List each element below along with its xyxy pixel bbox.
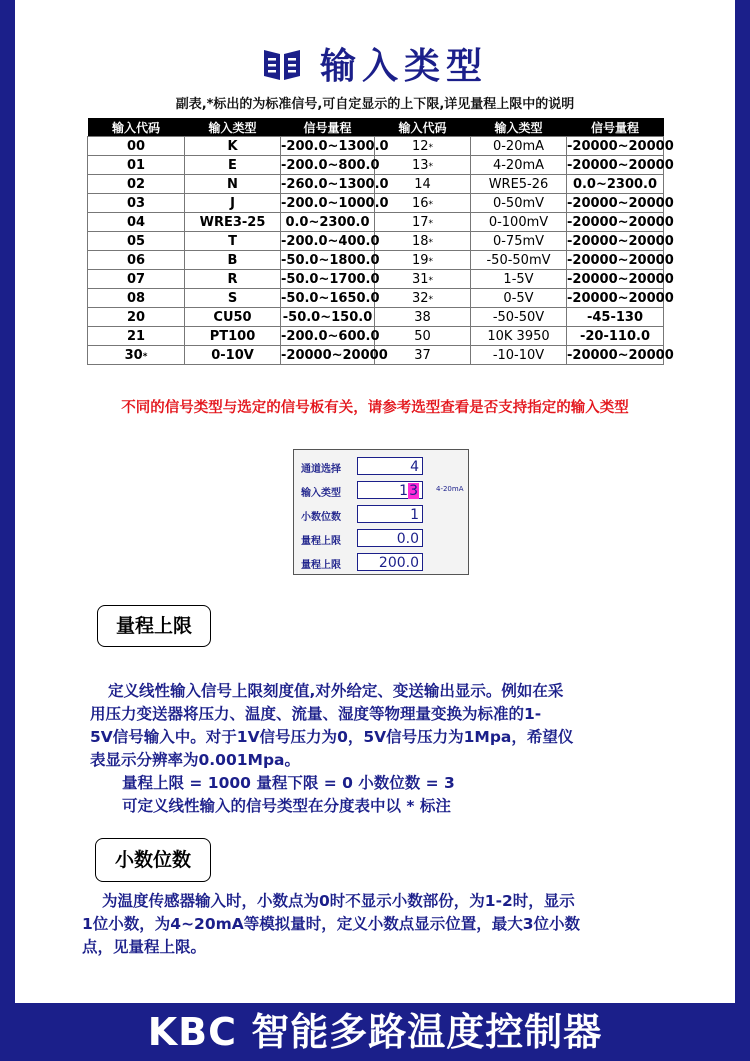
table-cell xyxy=(375,194,471,213)
cell-text: 32 xyxy=(411,290,429,306)
table-row xyxy=(88,213,664,232)
table-cell xyxy=(471,175,567,194)
cell-text: -50.0~150.0 xyxy=(282,309,373,325)
table-cell xyxy=(281,327,380,346)
table-cell xyxy=(185,232,281,251)
paragraph-line: 量程上限 = 1000 量程下限 = 0 小数位数 = 3 xyxy=(122,774,455,792)
table-row xyxy=(88,194,664,213)
paragraph-line: 定义线性输入信号上限刻度值,对外给定、变送输出显示。例如在采 xyxy=(108,682,564,700)
table-cell xyxy=(471,137,567,156)
cell-text: 01 xyxy=(126,157,146,173)
standard-signal-mark: * xyxy=(428,294,434,305)
range-upper2-label: 量程上限 xyxy=(301,560,341,571)
table-cell xyxy=(281,232,380,251)
paragraph-line: 为温度传感器输入时，小数点为0时不显示小数部份，为1-2时，显示 xyxy=(102,892,575,910)
cell-text: -20000~20000 xyxy=(567,252,674,268)
cell-text: 0-50mV xyxy=(492,195,545,211)
table-cell xyxy=(471,270,567,289)
table-cell xyxy=(185,308,281,327)
input-type-field[interactable] xyxy=(357,481,423,499)
cell-text: -50-50mV xyxy=(486,252,551,268)
input-type-row xyxy=(301,481,464,501)
title-block xyxy=(15,38,735,89)
table-cell xyxy=(185,289,281,308)
standard-signal-mark: * xyxy=(428,275,434,286)
cell-text: 1-5V xyxy=(503,271,534,287)
cell-text: 21 xyxy=(126,328,146,344)
table-cell xyxy=(185,175,281,194)
table-cell xyxy=(567,346,674,365)
cell-text: T xyxy=(228,233,237,249)
table-cell xyxy=(281,308,375,327)
cell-text: 10K 3950 xyxy=(487,328,550,344)
cell-text: 0-10V xyxy=(211,347,254,363)
standard-signal-mark: * xyxy=(428,256,434,267)
table-cell xyxy=(88,308,185,327)
warning-note: 不同的信号类型与选定的信号板有关，请参考选型查看是否支持指定的输入类型 xyxy=(121,400,629,416)
table-cell xyxy=(185,251,281,270)
cell-text: WRE5-26 xyxy=(488,176,549,192)
table-cell xyxy=(375,213,471,232)
table-cell xyxy=(375,270,471,289)
table-cell xyxy=(567,137,674,156)
header-cell: 输入代码 xyxy=(88,118,185,137)
cell-text: -20000~20000 xyxy=(567,195,674,211)
paragraph-line: 表显示分辨率为0.001Mpa。 xyxy=(90,751,301,769)
table-cell xyxy=(471,308,567,327)
cell-text: 0-100mV xyxy=(488,214,549,230)
book-icon xyxy=(262,46,302,82)
cell-text: 00 xyxy=(126,138,146,154)
table-cell xyxy=(567,194,674,213)
cell-text: K xyxy=(227,138,238,154)
table-cell xyxy=(471,194,567,213)
cell-text: 14 xyxy=(414,176,431,192)
table-cell xyxy=(281,175,389,194)
cell-text: 50 xyxy=(414,328,431,344)
table-row xyxy=(88,156,664,175)
table-cell xyxy=(281,213,375,232)
cell-text: B xyxy=(227,252,238,268)
standard-signal-mark: * xyxy=(428,199,434,210)
section-decimal-text xyxy=(82,890,722,959)
cell-text: -20000~20000 xyxy=(567,347,674,363)
table-cell xyxy=(375,232,471,251)
table-row xyxy=(88,251,664,270)
cell-text: -50.0~1650.0 xyxy=(281,290,380,306)
cell-text: 38 xyxy=(414,309,431,325)
cell-text: -200.0~600.0 xyxy=(281,328,380,344)
table-cell xyxy=(185,327,281,346)
settings-panel xyxy=(293,449,469,575)
channel-row xyxy=(301,457,461,477)
cell-text: 0.0~2300.0 xyxy=(285,214,370,230)
cell-text: -20000~20000 xyxy=(567,138,674,154)
cell-text: 13 xyxy=(411,157,429,173)
table-cell xyxy=(567,156,674,175)
cell-text: 06 xyxy=(126,252,146,268)
range-upper-field[interactable]: 0.0 xyxy=(357,529,423,547)
cell-text: 03 xyxy=(126,195,146,211)
table-row xyxy=(88,175,664,194)
standard-signal-mark: * xyxy=(428,237,434,248)
table-cell xyxy=(88,137,185,156)
cell-text: -20000~20000 xyxy=(281,347,388,363)
cell-text: 12 xyxy=(411,138,429,154)
input-type-hint: 4-20mA xyxy=(436,485,464,493)
cell-text: -20000~20000 xyxy=(567,290,674,306)
table-cell xyxy=(471,213,567,232)
cell-text: 08 xyxy=(126,290,146,306)
decimal-label: 小数位数 xyxy=(301,512,341,523)
table-cell xyxy=(567,270,674,289)
table-row xyxy=(88,346,664,365)
table-row xyxy=(88,289,664,308)
table-cell xyxy=(88,194,185,213)
cell-text: CU50 xyxy=(213,309,252,325)
cell-text: 31 xyxy=(411,271,429,287)
table-cell xyxy=(471,251,567,270)
cell-text: -20000~20000 xyxy=(567,157,674,173)
table-cell xyxy=(185,213,281,232)
cell-text: 0-5V xyxy=(503,290,534,306)
table-cell xyxy=(281,194,389,213)
cell-text: J xyxy=(230,195,235,211)
table-cell xyxy=(281,156,380,175)
table-cell xyxy=(375,251,471,270)
table-cell xyxy=(375,175,471,194)
cell-text: 04 xyxy=(126,214,146,230)
subtitle: 副表,*标出的为标准信号,可自定显示的上下限,详见量程上限中的说明 xyxy=(175,97,575,112)
header-cell: 信号量程 xyxy=(281,118,375,137)
table-cell xyxy=(88,251,185,270)
decimal-field[interactable]: 1 xyxy=(357,505,423,523)
range-upper-row xyxy=(301,529,461,549)
table-cell xyxy=(88,175,185,194)
range-upper-label: 量程上限 xyxy=(301,536,341,547)
cell-text: -20000~20000 xyxy=(567,233,674,249)
cell-text: -50-50V xyxy=(492,309,545,325)
cell-text: 05 xyxy=(126,233,146,249)
table-cell xyxy=(567,308,664,327)
cell-text: -20-110.0 xyxy=(579,328,650,344)
table-cell xyxy=(375,327,471,346)
table-cell xyxy=(375,137,471,156)
header-cell: 输入代码 xyxy=(375,118,471,137)
table-cell xyxy=(567,175,664,194)
table-cell xyxy=(88,156,185,175)
input-type-label: 输入类型 xyxy=(301,488,341,499)
channel-label: 通道选择 xyxy=(301,464,341,475)
table-row xyxy=(88,137,664,156)
cell-text: 19 xyxy=(411,252,429,268)
paragraph-line: 1位小数，为4~20mA等模拟量时，定义小数点显示位置，最大3位小数 xyxy=(82,915,581,933)
table-cell xyxy=(185,156,281,175)
cell-text: -45-130 xyxy=(586,309,644,325)
paragraph-line: 用压力变送器将压力、温度、流量、湿度等物理量变换为标准的1- xyxy=(90,705,542,723)
cell-text: -10-10V xyxy=(492,347,545,363)
document-page xyxy=(15,0,735,1003)
cell-text: -200.0~800.0 xyxy=(281,157,380,173)
table-cell xyxy=(471,346,567,365)
table-cell xyxy=(471,327,567,346)
cell-text: -50.0~1700.0 xyxy=(281,271,380,287)
table-cell xyxy=(471,156,567,175)
paragraph-line: 点，见量程上限。 xyxy=(82,938,207,956)
cell-text: -260.0~1300.0 xyxy=(281,176,389,192)
cell-text: 02 xyxy=(126,176,146,192)
table-cell xyxy=(185,137,281,156)
cell-text: N xyxy=(227,176,238,192)
table-cell xyxy=(281,137,389,156)
table-cell xyxy=(567,327,664,346)
cell-text: 20 xyxy=(126,309,146,325)
table-cell xyxy=(567,251,674,270)
cell-text: 0.0~2300.0 xyxy=(572,176,658,192)
table-row xyxy=(88,327,664,346)
table-cell xyxy=(567,289,674,308)
table-cell xyxy=(375,289,471,308)
table-cell xyxy=(88,327,185,346)
section-heading-decimal: 小数位数 xyxy=(95,838,211,882)
paragraph-line: 5V信号输入中。对于1V信号压力为0，5V信号压力为1Mpa，希望仪 xyxy=(90,728,574,746)
table-cell xyxy=(375,308,471,327)
table-cell xyxy=(185,346,281,365)
cell-text: R xyxy=(227,271,238,287)
table-cell xyxy=(471,289,567,308)
cell-text: -20000~20000 xyxy=(567,214,674,230)
table-cell xyxy=(567,213,674,232)
standard-signal-mark: * xyxy=(142,351,148,362)
range-upper2-field[interactable]: 200.0 xyxy=(357,553,423,571)
paragraph-line: 可定义线性输入的信号类型在分度表中以 * 标注 xyxy=(122,797,451,815)
table-row xyxy=(88,270,664,289)
channel-field[interactable]: 4 xyxy=(357,457,423,475)
cell-text: 4-20mA xyxy=(492,157,545,173)
table-row xyxy=(88,308,664,327)
header-cell: 输入类型 xyxy=(471,118,567,137)
table-cell xyxy=(88,289,185,308)
page-title: 输入类型 xyxy=(319,46,488,87)
standard-signal-mark: * xyxy=(428,218,434,229)
table-cell xyxy=(88,346,185,365)
cell-text: 18 xyxy=(411,233,429,249)
table-cell xyxy=(88,270,185,289)
cell-text: 07 xyxy=(126,271,146,287)
table-cell xyxy=(281,251,380,270)
table-cell xyxy=(281,346,388,365)
table-cell xyxy=(185,194,281,213)
cell-text: 37 xyxy=(414,347,431,363)
input-type-value: 13 xyxy=(399,483,418,499)
standard-signal-mark: * xyxy=(428,142,434,153)
cell-text: 30 xyxy=(124,347,143,363)
cell-text: 16 xyxy=(411,195,429,211)
cell-text: PT100 xyxy=(209,328,256,344)
decimal-row xyxy=(301,505,461,525)
section-heading-range: 量程上限 xyxy=(97,605,211,647)
header-cell: 输入类型 xyxy=(185,118,281,137)
table-header-row xyxy=(88,118,664,137)
table-cell xyxy=(567,232,674,251)
cell-text: -200.0~400.0 xyxy=(281,233,380,249)
section-range-text xyxy=(90,680,710,818)
footer-banner: KBC 智能多路温度控制器 xyxy=(0,1003,750,1061)
cell-text: -50.0~1800.0 xyxy=(281,252,380,268)
range-upper2-row xyxy=(301,553,461,573)
cell-text: WRE3-25 xyxy=(199,214,266,230)
cell-text: S xyxy=(227,290,238,306)
header-cell: 信号量程 xyxy=(567,118,664,137)
input-type-table xyxy=(87,118,674,365)
table-cell xyxy=(281,289,380,308)
cell-text: 17 xyxy=(411,214,429,230)
table-row xyxy=(88,232,664,251)
cell-text: 0-20mA xyxy=(492,138,545,154)
cell-text: -200.0~1300.0 xyxy=(281,138,389,154)
table-cell xyxy=(185,270,281,289)
table-cell xyxy=(471,232,567,251)
cell-text: E xyxy=(228,157,237,173)
cell-text: -200.0~1000.0 xyxy=(281,195,389,211)
cell-text: 0-75mV xyxy=(492,233,545,249)
table-cell xyxy=(88,213,185,232)
table-cell xyxy=(375,156,471,175)
table-cell xyxy=(375,346,471,365)
cell-text: -20000~20000 xyxy=(567,271,674,287)
table-cell xyxy=(281,270,380,289)
table-cell xyxy=(88,232,185,251)
standard-signal-mark: * xyxy=(428,161,434,172)
